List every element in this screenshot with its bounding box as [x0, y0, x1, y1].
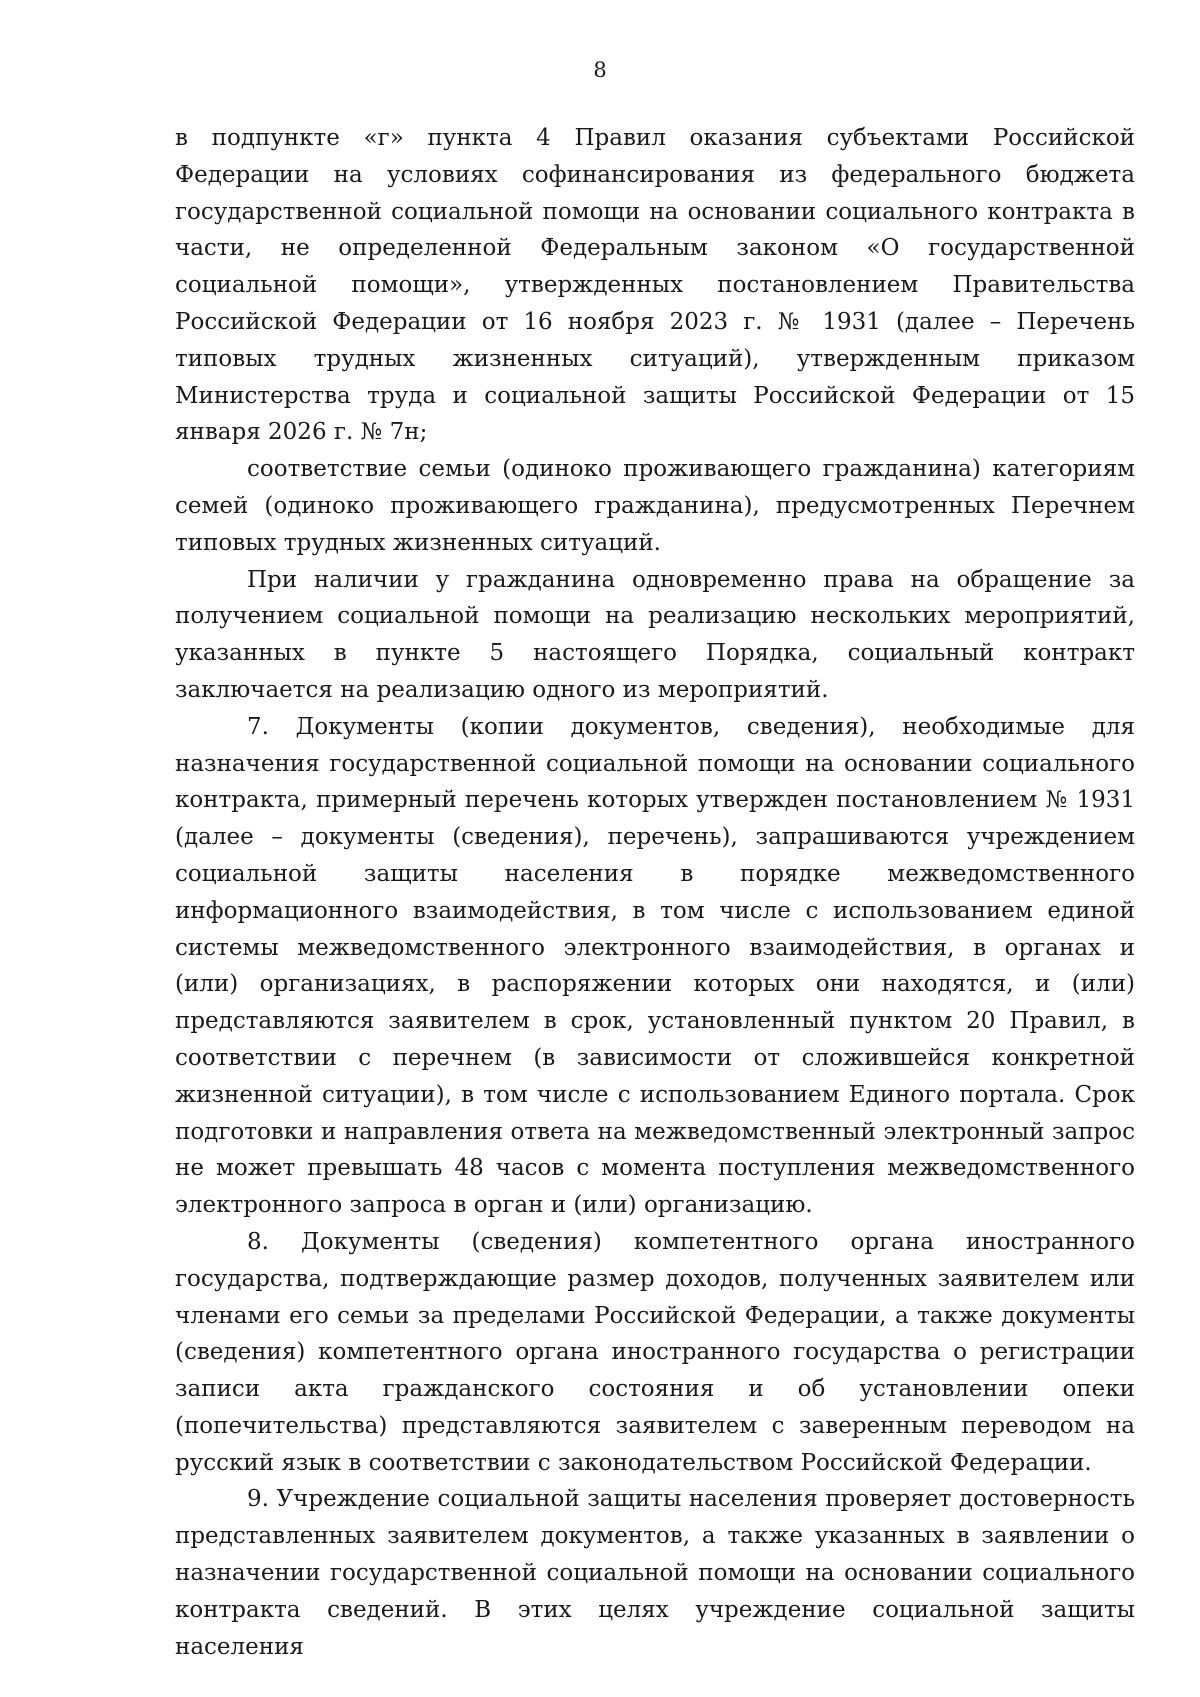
paragraph-item-7: 7. Документы (копии документов, сведения), необходимые для назначения государственной социальной помощи на основании социального контракта, примерный перечень которых утвержден постановлением № 1931 (далее – документы (сведения), перечень), запрашиваются учреждением социальной защиты населения в порядке межведомственного информационного взаимодействия, в том числе с использованием единой системы межведомственного электронного взаимодействия, в органах и (или) организациях, в распоряжении которых они находятся, и (или) представляются заявителем в срок, установленный пунктом 20 Правил, в соответствии с перечнем (в зависимости от сложившейся конкретной жизненной ситуации), в том числе с использованием Единого портала. Срок подготовки и направления ответа на межведомственный электронный запрос не может превышать 48 часов с момента поступления межведомственного электронного запроса в орган и (или) организацию.: [175, 713, 1135, 1219]
page-number: 8: [593, 58, 607, 82]
paragraph-continuation: в подпункте «г» пункта 4 Правил оказания субъектами Российской Федерации на условиях софинансирования из федерального бюджета государственной социальной помощи на основании социального контракта в части, не определенной Федеральным законом «О государственной социальной помощи», утвержденных постановлением Правительства Российской Федерации от 16 ноября 2023 г. № 1931 (далее – Перечень типовых трудных жизненных ситуаций), утвержденным приказом Министерства труда и социальной защиты Российской Федерации от 15 января 2026 г. № 7н;: [175, 125, 1135, 446]
document-body: [175, 120, 1135, 1665]
paragraph-family-category: соответствие семьи (одиноко проживающего гражданина) категориям семей (одиноко проживающего гражданина), предусмотренных Перечнем типовых трудных жизненных ситуаций.: [175, 456, 1135, 556]
paragraph-multiple-measures: При наличии у гражданина одновременно права на обращение за получением социальной помощи на реализацию нескольких мероприятий, указанных в пункте 5 настоящего Порядка, социальный контракт заключается на реализацию одного из мероприятий.: [175, 566, 1135, 703]
paragraph-item-8: 8. Документы (сведения) компетентного органа иностранного государства, подтверждающие размер доходов, полученных заявителем или членами его семьи за пределами Российской Федерации, а также документы (сведения) компетентного органа иностранного государства о регистрации записи акта гражданского состояния и об установлении опеки (попечительства) представляются заявителем с заверенным переводом на русский язык в соответствии с законодательством Российской Федерации.: [175, 1228, 1135, 1476]
paragraph-item-9: 9. Учреждение социальной защиты населения проверяет достоверность представленных заявителем документов, а также указанных в заявлении о назначении государственной социальной помощи на основании социального контракта сведений. В этих целях учреждение социальной защиты населения: [175, 1486, 1135, 1660]
